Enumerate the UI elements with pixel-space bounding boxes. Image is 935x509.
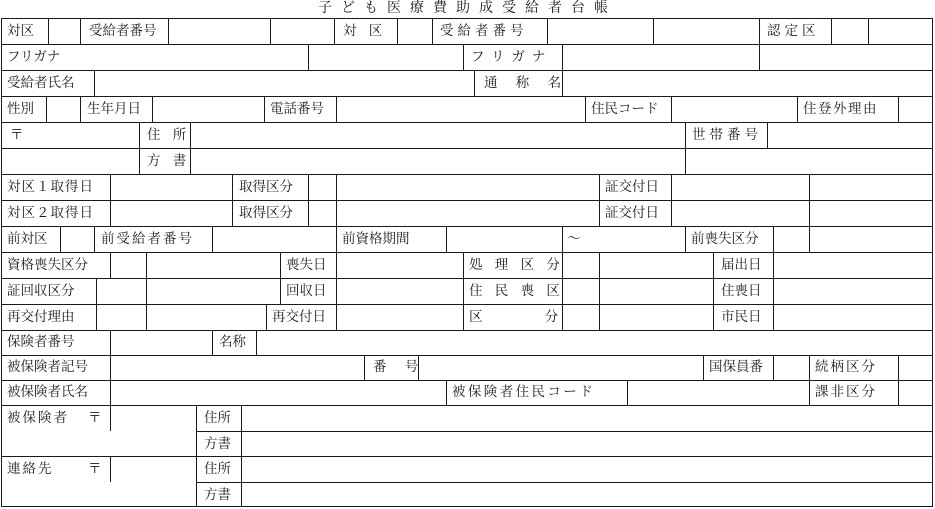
cell-line	[809, 380, 810, 405]
form-title: 子ども医療費助成受給者台帳	[318, 0, 617, 16]
row-line	[1, 70, 933, 71]
cell-line	[562, 44, 563, 70]
label-hihokensha: 被保険者	[7, 410, 69, 426]
row-line	[1, 355, 933, 356]
cell-line	[94, 70, 95, 96]
cell-line	[773, 355, 774, 380]
cell-line	[703, 355, 704, 380]
label-todoke-bi: 届出日	[721, 257, 762, 273]
cell-line	[196, 405, 197, 507]
cell-line	[80, 96, 81, 122]
label-zen-soshitsu: 前喪失区分	[691, 231, 759, 247]
cell-line	[898, 96, 899, 122]
row-line	[1, 252, 933, 253]
label-sho-kaishu: 証回収区分	[7, 283, 75, 299]
label-kaishu-bi: 回収日	[286, 283, 327, 299]
cell-line	[653, 18, 654, 44]
label-katagaki-3: 方書	[204, 487, 231, 503]
label-jumin-code: 住民コード	[591, 101, 659, 117]
label-hihoken-jumin: 被保険者住民コード	[452, 384, 596, 400]
cell-line	[270, 18, 271, 44]
label-hoken-bango: 保険者番号	[7, 334, 75, 350]
label-meisho: 名称	[219, 334, 246, 350]
label-furigana-2: フリガナ	[471, 49, 553, 65]
label-hihoken-kigo: 被保険者記号	[7, 359, 88, 375]
cell-line	[831, 18, 832, 44]
cell-line	[110, 330, 111, 355]
label-jusho: 住 所	[147, 127, 191, 143]
label-jutogai-riyu: 住登外理由	[803, 101, 878, 117]
label-shori-kubun: 処 理 区 分	[469, 257, 564, 273]
cell-line	[212, 226, 213, 252]
label-furigana: フリガナ	[7, 49, 61, 65]
label-hihoken-shimei: 被保険者氏名	[7, 384, 88, 400]
label-tsusho: 通 称 名	[484, 75, 569, 91]
label-jusho-2: 住所	[204, 410, 231, 426]
label-shutoku-kubun-2: 取得区分	[239, 205, 293, 221]
label-denwa: 電話番号	[270, 101, 324, 117]
label-setai-bango: 世帯番号	[692, 127, 762, 143]
cell-line	[809, 226, 810, 252]
cell-line	[773, 252, 774, 330]
cell-line	[599, 174, 600, 226]
label-jukyusha-bango: 受給者番号	[89, 23, 157, 39]
cell-line	[152, 96, 153, 122]
cell-line	[898, 380, 899, 405]
cell-line	[585, 96, 586, 122]
label-katagaki: 方 書	[147, 153, 191, 169]
cell-line	[94, 226, 95, 252]
cell-line	[232, 174, 233, 226]
cell-line	[168, 18, 169, 44]
cell-line	[110, 405, 111, 431]
cell-line	[308, 44, 309, 70]
row-line	[1, 405, 933, 406]
postal-icon-3: 〒	[88, 461, 102, 477]
cell-line	[334, 18, 335, 44]
cell-line	[767, 122, 768, 148]
label-shutoku-kubun: 取得区分	[239, 179, 293, 195]
label-shimin-bi: 市民日	[721, 309, 762, 325]
label-jumin-so: 住 民 喪 区	[469, 283, 564, 299]
cell-line	[599, 252, 600, 330]
cell-line	[110, 252, 111, 278]
cell-line	[264, 96, 265, 122]
row-line	[1, 330, 933, 331]
cell-line	[241, 405, 242, 507]
cell-line	[364, 355, 365, 380]
postal-icon-2: 〒	[88, 410, 102, 426]
row-line	[196, 431, 933, 432]
cell-line	[80, 18, 81, 44]
label-shokofu: 証交付日	[605, 179, 659, 195]
cell-line	[110, 174, 111, 226]
cell-line	[685, 122, 686, 174]
label-bango: 番 号	[373, 359, 426, 375]
cell-line	[48, 18, 49, 44]
cell-line	[797, 96, 798, 122]
cell-line	[110, 355, 111, 380]
label-seinengappi: 生年月日	[87, 101, 141, 117]
label-zokugara: 続柄区分	[815, 359, 877, 375]
cell-line	[809, 174, 810, 226]
label-taiku1-shutoku: 対区１取得日	[7, 179, 94, 195]
label-taiku: 対区	[7, 23, 34, 39]
cell-line	[212, 330, 213, 355]
cell-line	[336, 226, 337, 252]
cell-line	[280, 252, 281, 304]
cell-line	[446, 380, 447, 405]
cell-line	[432, 18, 433, 44]
ledger-frame	[1, 18, 933, 507]
cell-line	[627, 380, 628, 405]
row-line	[1, 278, 933, 279]
label-nintei-ku: 認定区	[767, 23, 820, 39]
label-kahi: 課非区分	[815, 384, 877, 400]
cell-line	[685, 226, 686, 252]
label-kubun: 区 分	[469, 309, 588, 325]
cell-line	[139, 122, 140, 174]
cell-line	[110, 380, 111, 405]
label-jukyusha-shimei: 受給者氏名	[7, 75, 75, 91]
cell-line	[474, 70, 475, 96]
postal-icon: 〒	[10, 127, 24, 143]
cell-line	[463, 252, 464, 330]
label-soshitsu-bi: 喪失日	[286, 257, 327, 273]
row-line	[1, 148, 933, 149]
cell-line	[713, 252, 714, 330]
row-line	[1, 122, 933, 123]
cell-line	[336, 174, 337, 226]
label-jukyusha-bango-2: 受給者番号	[440, 23, 528, 39]
cell-line	[671, 96, 672, 122]
cell-line	[773, 226, 774, 252]
cell-line	[266, 304, 267, 330]
cell-line	[446, 226, 447, 252]
row-line	[1, 174, 933, 175]
cell-line	[336, 96, 337, 122]
cell-line	[562, 226, 563, 252]
label-taiku-2: 対 区	[343, 23, 387, 39]
label-saikofu-bi: 再交付日	[272, 309, 326, 325]
label-renraku: 連絡先	[7, 461, 54, 477]
label-saikofu-riyu: 再交付理由	[7, 309, 75, 325]
cell-line	[868, 18, 869, 44]
cell-line	[809, 355, 810, 380]
row-line	[1, 456, 933, 457]
label-zen-taiku: 前対区	[7, 231, 48, 247]
cell-line	[96, 278, 97, 330]
cell-line	[463, 44, 464, 70]
row-line	[196, 482, 933, 483]
label-katagaki-2: 方書	[204, 436, 231, 452]
row-line	[1, 44, 933, 45]
label-seibetsu: 性別	[7, 101, 34, 117]
cell-line	[898, 355, 899, 380]
cell-line	[336, 252, 337, 330]
row-line	[1, 304, 933, 305]
label-kokuho-in: 国保員番	[709, 359, 763, 375]
label-zen-jukyusha: 前受給者番号	[101, 231, 194, 247]
cell-line	[308, 174, 309, 226]
cell-line	[146, 252, 147, 330]
label-jusho-3: 住所	[204, 461, 231, 477]
cell-line	[110, 456, 111, 482]
cell-line	[46, 96, 47, 122]
tilde-mark: ～	[567, 231, 581, 247]
cell-line	[397, 18, 398, 44]
label-zen-shikaku: 前資格期間	[342, 231, 410, 247]
row-line	[1, 200, 933, 201]
label-taiku2-shutoku: 対区２取得日	[7, 205, 94, 221]
label-jumin-so-bi: 住喪日	[721, 283, 762, 299]
label-shikaku-soshitsu: 資格喪失区分	[7, 257, 88, 273]
cell-line	[759, 44, 760, 70]
label-shokofu-2: 証交付日	[605, 205, 659, 221]
cell-line	[60, 226, 61, 252]
cell-line	[759, 18, 760, 44]
cell-line	[547, 18, 548, 44]
cell-line	[671, 174, 672, 226]
cell-line	[256, 330, 257, 355]
